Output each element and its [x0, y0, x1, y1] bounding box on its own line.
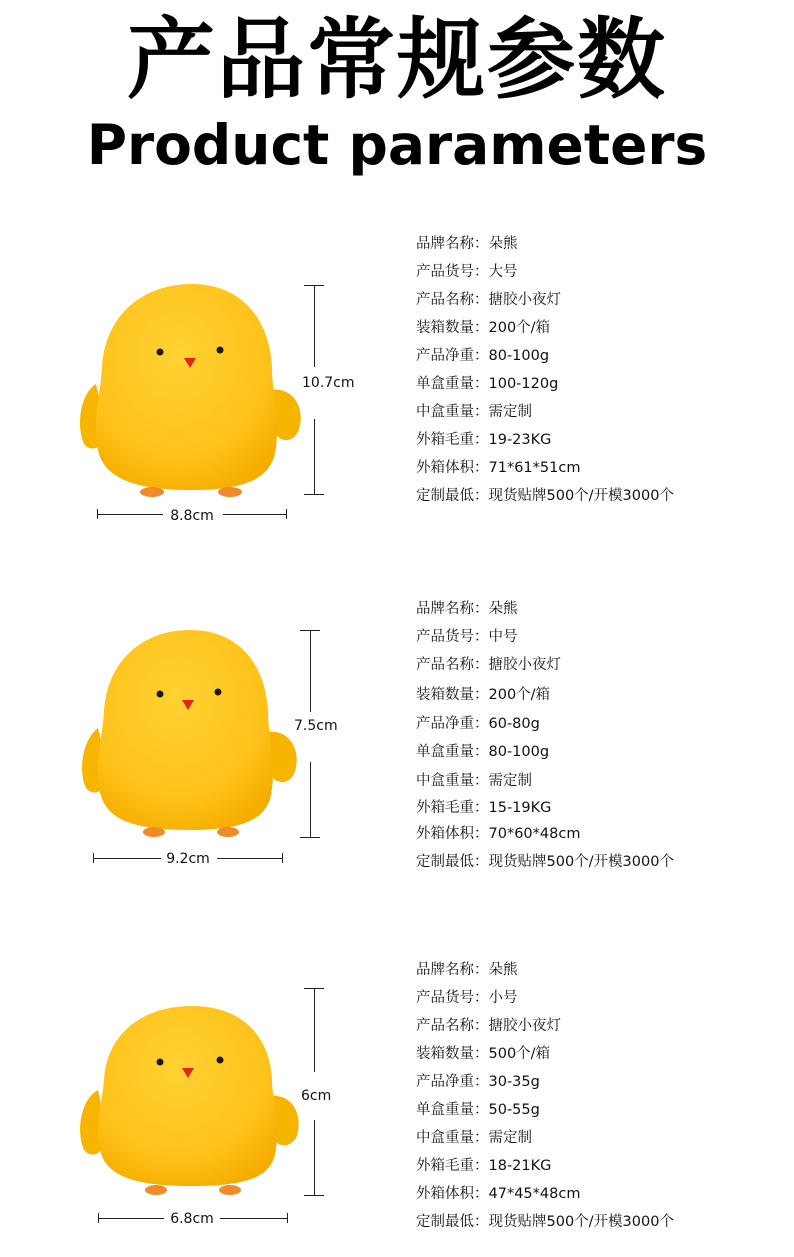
spec-product-name: 产品名称：搪胶小夜灯 [416, 292, 561, 308]
chick-night-light-image-small [76, 1000, 308, 1200]
spec-list [416, 958, 674, 1238]
spec-brand: 品牌名称：朵熊 [416, 962, 518, 978]
width-label: 9.2cm [166, 851, 210, 867]
spec-moq: 定制最低：现货贴牌500个/开模3000个 [416, 854, 674, 870]
height-label: 6cm [301, 1088, 332, 1104]
spec-net-weight: 产品净重：30-35g [416, 1074, 540, 1090]
height-label: 7.5cm [294, 718, 338, 734]
spec-brand: 品牌名称：朵熊 [416, 236, 518, 252]
spec-packing-qty: 装箱数量：200个/箱 [416, 320, 551, 336]
page-title-en: Product parameters [86, 113, 708, 177]
spec-carton-size: 外箱体积：47*45*48cm [416, 1186, 581, 1202]
height-label: 10.7cm [302, 375, 355, 391]
spec-list [416, 232, 674, 512]
chick-night-light-image-large [74, 276, 310, 502]
spec-box-weight: 单盒重量：100-120g [416, 376, 559, 392]
spec-net-weight: 产品净重：60-80g [416, 716, 540, 732]
spec-net-weight: 产品净重：80-100g [416, 348, 550, 364]
spec-item-no: 产品货号：大号 [416, 264, 518, 280]
spec-packing-qty: 装箱数量：500个/箱 [416, 1046, 551, 1062]
spec-item-no: 产品货号：中号 [416, 629, 518, 645]
width-label: 6.8cm [170, 1211, 214, 1227]
spec-gross-weight: 外箱毛重：18-21KG [416, 1158, 552, 1174]
spec-inner-box-weight: 中盒重量：需定制 [416, 773, 532, 789]
spec-carton-size: 外箱体积：71*61*51cm [416, 460, 581, 476]
spec-moq: 定制最低：现货贴牌500个/开模3000个 [416, 488, 674, 504]
spec-carton-size: 外箱体积：70*60*48cm [416, 826, 581, 842]
page-title-cn: 产品常规参数 [126, 8, 667, 111]
spec-list [416, 597, 674, 878]
spec-inner-box-weight: 中盒重量：需定制 [416, 404, 532, 420]
spec-brand: 品牌名称：朵熊 [416, 601, 518, 617]
spec-moq: 定制最低：现货贴牌500个/开模3000个 [416, 1214, 674, 1230]
spec-inner-box-weight: 中盒重量：需定制 [416, 1130, 532, 1146]
spec-packing-qty: 装箱数量：200个/箱 [416, 687, 551, 703]
spec-gross-weight: 外箱毛重：15-19KG [416, 800, 552, 816]
chick-night-light-image-medium [78, 624, 304, 844]
spec-box-weight: 单盒重量：50-55g [416, 1102, 540, 1118]
spec-item-no: 产品货号：小号 [416, 990, 518, 1006]
spec-gross-weight: 外箱毛重：19-23KG [416, 432, 552, 448]
spec-box-weight: 单盒重量：80-100g [416, 744, 550, 760]
spec-product-name: 产品名称：搪胶小夜灯 [416, 1018, 561, 1034]
spec-product-name: 产品名称：搪胶小夜灯 [416, 657, 561, 673]
width-label: 8.8cm [170, 508, 214, 524]
